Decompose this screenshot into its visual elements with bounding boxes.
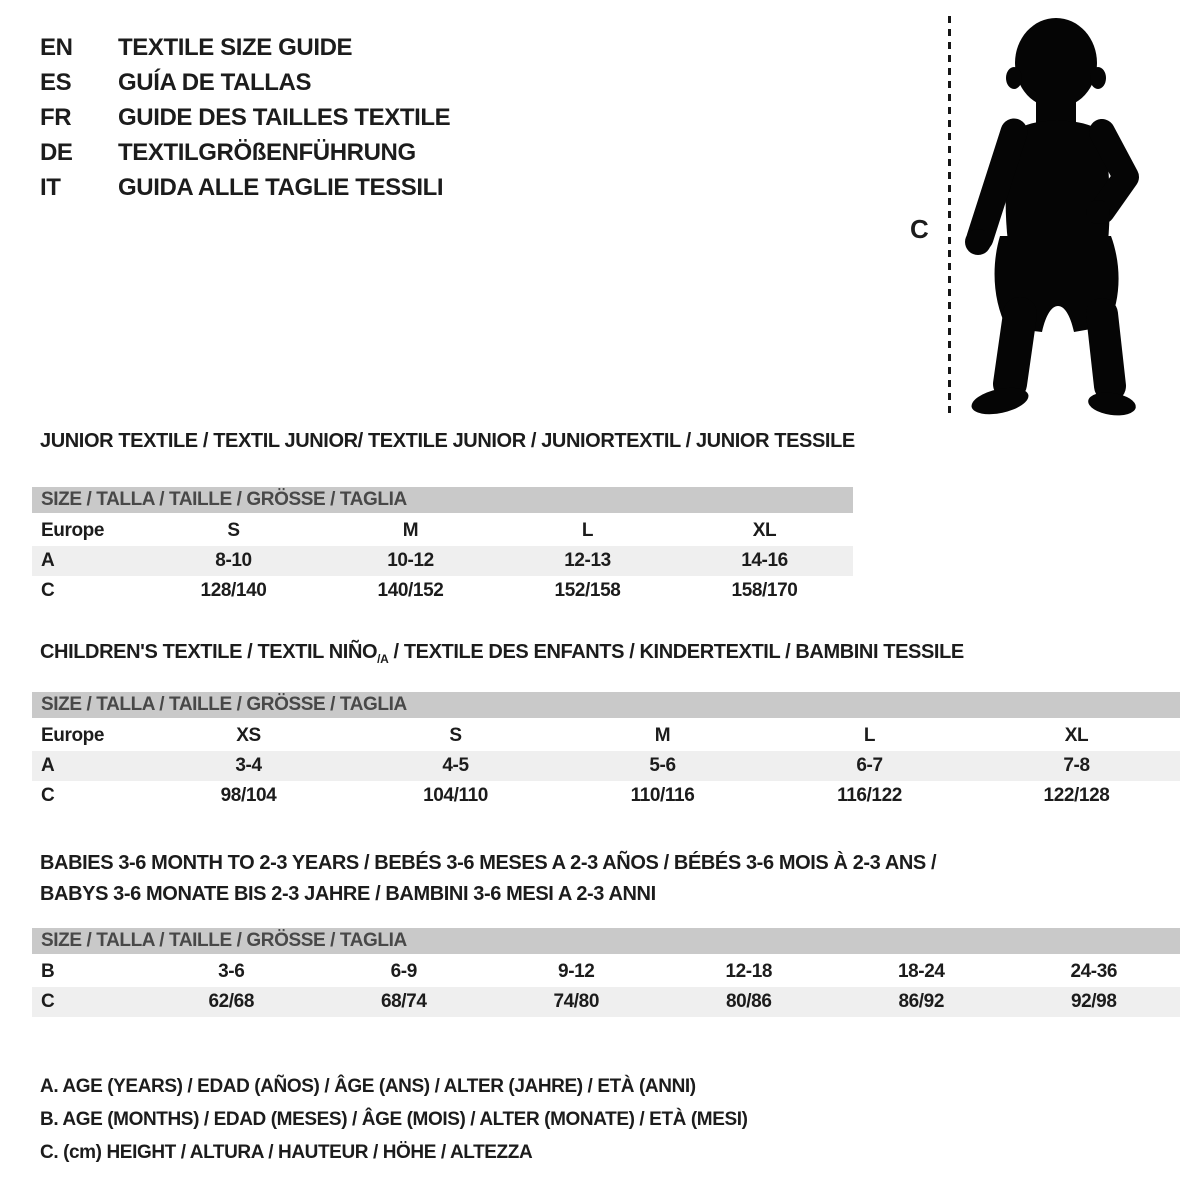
language-code: ES <box>40 68 72 96</box>
age-value: 24-36 <box>1070 961 1118 982</box>
height-value: 104/110 <box>423 785 488 806</box>
height-measure-line <box>948 16 951 416</box>
age-value: 4-5 <box>442 755 469 776</box>
height-value: 140/152 <box>377 580 444 601</box>
height-value: 116/122 <box>837 785 902 806</box>
age-value: 3-4 <box>235 755 262 776</box>
row-label: C <box>41 580 55 601</box>
language-header <box>40 30 450 205</box>
legend-age-years: A. AGE (YEARS) / EDAD (AÑOS) / ÂGE (ANS) / ALTER (JAHRE) / ETÀ (ANNI) <box>40 1076 696 1097</box>
age-value: 7-8 <box>1063 755 1090 776</box>
babies-title-line2: BABYS 3-6 MONATE BIS 2-3 JAHRE / BAMBINI 3-6 MESI A 2-3 ANNI <box>40 883 656 905</box>
children-title-subscript: /A <box>377 652 389 666</box>
babies-title-line1: BABIES 3-6 MONTH TO 2-3 YEARS / BEBÉS 3-6 MESES A 2-3 AÑOS / BÉBÉS 3-6 MOIS À 2-3 ANS / <box>40 852 937 874</box>
size-header-bar: SIZE / TALLA / TAILLE / GRÖSSE / TAGLIA <box>32 487 853 513</box>
age-value: 14-16 <box>741 550 788 571</box>
language-row-it <box>40 170 450 205</box>
size-header-bar: SIZE / TALLA / TAILLE / GRÖSSE / TAGLIA <box>32 928 1180 954</box>
legend-age-months: B. AGE (MONTHS) / EDAD (MESES) / ÂGE (MOIS) / ALTER (MONATE) / ETÀ (MESI) <box>40 1109 748 1130</box>
language-code: EN <box>40 33 73 61</box>
row-label: B <box>41 961 55 982</box>
language-code: IT <box>40 173 61 201</box>
size-value: M <box>402 520 419 541</box>
height-value: 92/98 <box>1070 991 1117 1012</box>
junior-table-title: JUNIOR TEXTILE / TEXTIL JUNIOR/ TEXTILE JUNIOR / JUNIORTEXTIL / JUNIOR TESSILE <box>40 430 855 452</box>
height-value: 80/86 <box>725 991 772 1012</box>
children-title-suffix: / TEXTILE DES ENFANTS / KINDERTEXTIL / BAMBINI TESSILE <box>388 641 964 663</box>
language-row-fr <box>40 100 450 135</box>
age-value: 10-12 <box>387 550 434 571</box>
age-value: 6-7 <box>856 755 883 776</box>
age-value: 12-18 <box>725 961 773 982</box>
height-value: 152/158 <box>554 580 621 601</box>
language-code: FR <box>40 103 72 131</box>
age-value: 8-10 <box>215 550 252 571</box>
size-value: XS <box>236 725 261 746</box>
language-row-en <box>40 30 450 65</box>
height-value: 98/104 <box>220 785 277 806</box>
age-value: 9-12 <box>558 961 595 982</box>
language-label: TEXTILE SIZE GUIDE <box>118 33 353 61</box>
age-value: 6-9 <box>390 961 417 982</box>
table-row-height-cm <box>32 781 1180 811</box>
size-value: S <box>227 520 240 541</box>
table-row-height-cm <box>32 987 1180 1017</box>
height-measure-label: C <box>910 214 929 244</box>
size-value: L <box>581 520 594 541</box>
height-value: 74/80 <box>553 991 600 1012</box>
size-value: S <box>449 725 462 746</box>
language-label: GUIDA ALLE TAGLIE TESSILI <box>118 173 444 201</box>
height-value: 110/116 <box>630 785 695 806</box>
table-row-europe <box>32 516 853 546</box>
language-label: GUÍA DE TALLAS <box>118 68 312 96</box>
age-value: 18-24 <box>897 961 945 982</box>
size-value: L <box>863 725 876 746</box>
language-label: TEXTILGRÖßENFÜHRUNG <box>118 138 416 166</box>
size-header-bar: SIZE / TALLA / TAILLE / GRÖSSE / TAGLIA <box>32 692 1180 718</box>
language-code: DE <box>40 138 73 166</box>
age-value: 12-13 <box>564 550 611 571</box>
height-value: 122/128 <box>1043 785 1110 806</box>
table-row-height-cm <box>32 576 853 606</box>
children-table-title <box>40 641 964 666</box>
size-value: M <box>654 725 671 746</box>
age-value: 5-6 <box>649 755 676 776</box>
toddler-silhouette-icon <box>960 14 1140 419</box>
babies-size-table <box>32 928 1180 1017</box>
row-label: C <box>41 785 55 806</box>
size-value: XL <box>752 520 777 541</box>
language-row-es <box>40 65 450 100</box>
size-value: XL <box>1064 725 1089 746</box>
children-title-prefix: CHILDREN'S TEXTILE / TEXTIL NIÑO <box>40 641 378 663</box>
junior-size-table <box>32 487 853 606</box>
row-label: C <box>41 991 55 1012</box>
children-size-table <box>32 692 1180 811</box>
table-row-europe <box>32 721 1180 751</box>
height-value: 62/68 <box>208 991 255 1012</box>
height-value: 128/140 <box>200 580 267 601</box>
row-label: A <box>41 755 55 776</box>
row-label: Europe <box>41 520 105 541</box>
table-row-age-years <box>32 546 853 576</box>
row-label: Europe <box>41 725 105 746</box>
legend-height-cm: C. (cm) HEIGHT / ALTURA / HAUTEUR / HÖHE / ALTEZZA <box>40 1142 533 1163</box>
babies-table-title <box>40 848 936 910</box>
height-value: 68/74 <box>380 991 427 1012</box>
table-row-age-months <box>32 957 1180 987</box>
row-label: A <box>41 550 55 571</box>
language-label: GUIDE DES TAILLES TEXTILE <box>118 103 451 131</box>
height-value: 86/92 <box>898 991 945 1012</box>
table-row-age-years <box>32 751 1180 781</box>
height-value: 158/170 <box>731 580 798 601</box>
language-row-de <box>40 135 450 170</box>
measurement-legend <box>40 1070 748 1169</box>
age-value: 3-6 <box>218 961 245 982</box>
